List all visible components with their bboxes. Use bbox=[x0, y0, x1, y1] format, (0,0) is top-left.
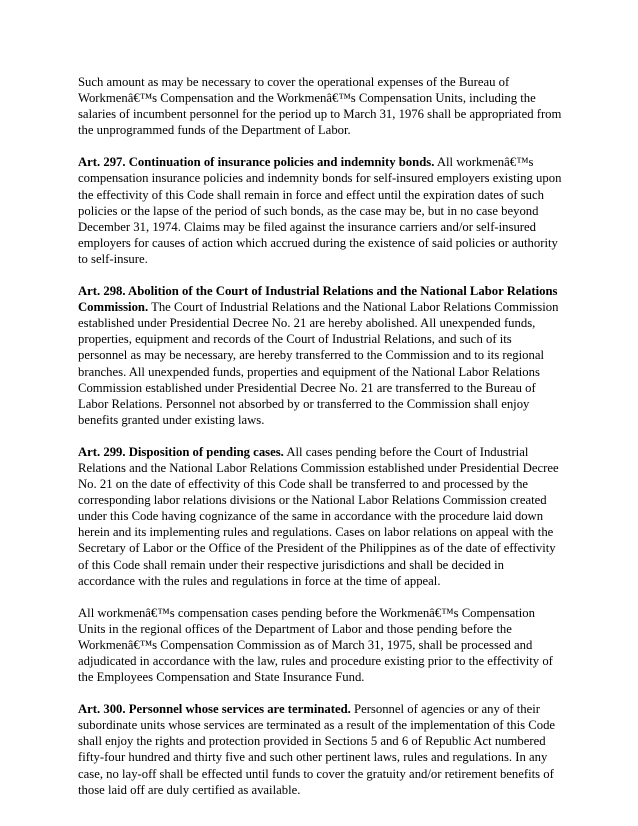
paragraph-heading: Art. 297. Continuation of insurance policies and indemnity bonds. bbox=[78, 155, 435, 170]
paragraph-art-300 bbox=[78, 701, 564, 798]
paragraph-art-297 bbox=[78, 154, 564, 267]
paragraph-text: All workmenâ€™s compensation insurance policies and indemnity bonds for self-insured employers existing upon the effectivity of this Code shall remain in force and effect until the expiration dates of such policies or the lapse of the period of such bonds, as the case may be, but in no case beyond December 31, 1974. Claims may be filed against the insurance carriers and/or self-insured employers for causes of action which accrued during the existence of said policies or authority to self-insure. bbox=[78, 155, 562, 266]
paragraph-heading: Art. 299. Disposition of pending cases. bbox=[78, 444, 284, 459]
paragraph-text: The Court of Industrial Relations and the National Labor Relations Commission established under Presidential Decree No. 21 are hereby abolished. All unexpended funds, properties, equipment and records of the Court of Industrial Relations, and such of its personnel as may be necessary, are hereby transferred to the Commission and to its regional branches. All unexpended funds, properties and equipment of the National Labor Relations Commission established under Presidential Decree No. 21 are transferred to the Bureau of Labor Relations. Personnel not absorbed by or transferred to the Commission shall enjoy benefits granted under existing laws. bbox=[78, 300, 559, 427]
paragraph-workmens-cases bbox=[78, 605, 564, 685]
paragraph-text: All workmenâ€™s compensation cases pending before the Workmenâ€™s Compensation Units in the regional offices of the Department of Labor and those pending before the Workmenâ€™s Compensation Commission as of March 31, 1975, shall be processed and adjudicated in accordance with the law, rules and procedure existing prior to the effectivity of the Employees Compensation and State Insurance Fund. bbox=[78, 605, 553, 685]
paragraph-text: All cases pending before the Court of Industrial Relations and the National Labor Relations Commission established under Presidential Decree No. 21 on the date of effectivity of this Code shall be transferred to and processed by the corresponding labor relations divisions or the National Labor Relations Commission created under this Code having cognizance of the same in accordance with the procedure laid down herein and its implementing rules and regulations. Cases on labor relations on appeal with the Secretary of Labor or the Office of the President of the Philippines as of the date of effectivity of this Code shall remain under their respective jurisdictions and shall be decided in accordance with the rules and regulations in force at the time of appeal. bbox=[78, 444, 559, 588]
paragraph-heading: Art. 300. Personnel whose services are terminated. bbox=[78, 702, 351, 717]
paragraph-art-298 bbox=[78, 283, 564, 428]
document-page bbox=[78, 74, 564, 798]
paragraph-text: Personnel of agencies or any of their subordinate units whose services are terminated as a result of the implementation of this Code shall enjoy the rights and protection provided in Sections 5 and 6 of Republic Act numbered fifty-four hundred and thirty five and such other pertinent laws, rules and regulations. In any case, no lay-off shall be effected until funds to cover the gratuity and/or retirement benefits of those laid off are duly certified as available. bbox=[78, 702, 556, 797]
paragraph-art-299 bbox=[78, 444, 564, 589]
paragraph-heading: Art. 298. Abolition of the Court of Industrial Relations and the National Labor Relations Commission. bbox=[78, 284, 558, 315]
paragraph-text: Such amount as may be necessary to cover the operational expenses of the Bureau of Workmenâ€™s Compensation and the Workmenâ€™s Compensation Units, including the salaries of incumbent personnel for the period up to March 31, 1976 shall be appropriated from the unprogrammed funds of the Department of Labor. bbox=[78, 75, 562, 138]
paragraph-appropriation bbox=[78, 74, 564, 138]
